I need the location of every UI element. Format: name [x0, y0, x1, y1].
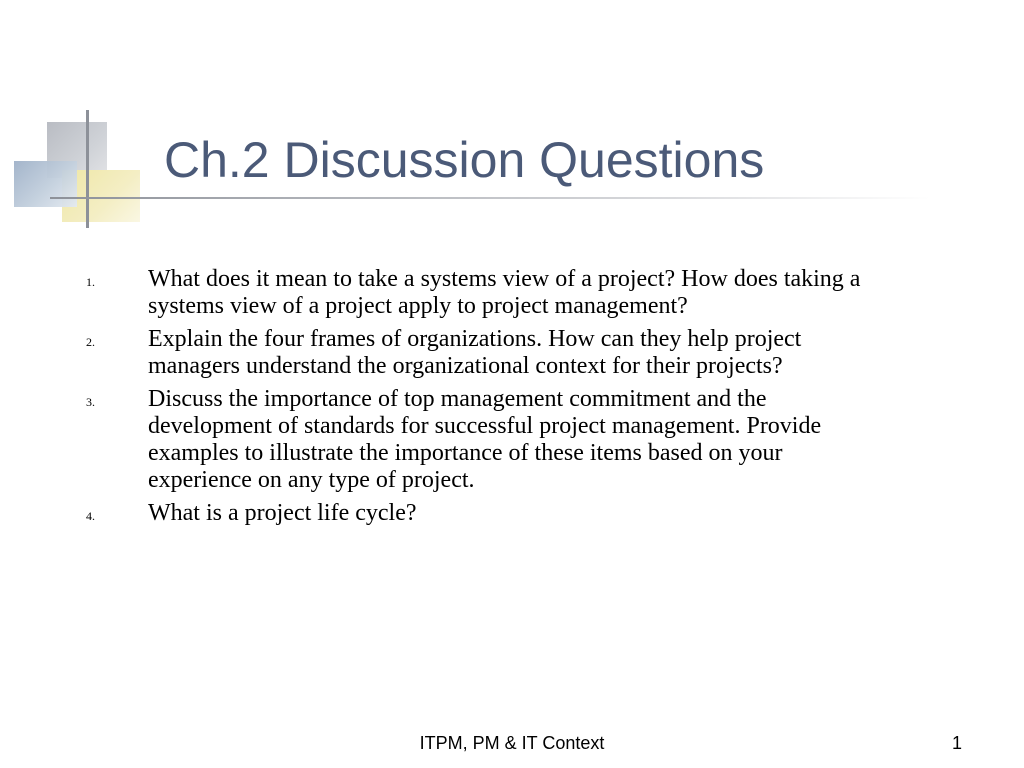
title-underline [50, 197, 930, 199]
question-text: Explain the four frames of organizations. How can they help project managers understand the organizational context for their projects? [148, 326, 802, 379]
page-number: 1 [951, 733, 962, 753]
question-text: What does it mean to take a systems view of a project? How does taking a systems view of a project apply to project management? [148, 266, 861, 319]
slide-title: Ch.2 Discussion Questions [164, 132, 765, 188]
question-text: What is a project life cycle? [148, 500, 417, 526]
question-text: Discuss the importance of top management commitment and the development of standards for successful project management. Provide examples to illustrate the importance of these items based on your experience on any type of project. [148, 386, 822, 493]
decorative-blue-square [14, 161, 77, 207]
question-item [86, 386, 886, 494]
question-item [86, 326, 886, 380]
footer-text: ITPM, PM & IT Context [419, 733, 605, 753]
question-item [86, 500, 886, 527]
question-number: 3. [86, 395, 95, 409]
decorative-vertical-line [86, 110, 89, 228]
question-number: 2. [86, 335, 95, 349]
question-list [86, 266, 886, 533]
question-item [86, 266, 886, 320]
question-number: 1. [86, 275, 95, 289]
question-number: 4. [86, 509, 95, 523]
